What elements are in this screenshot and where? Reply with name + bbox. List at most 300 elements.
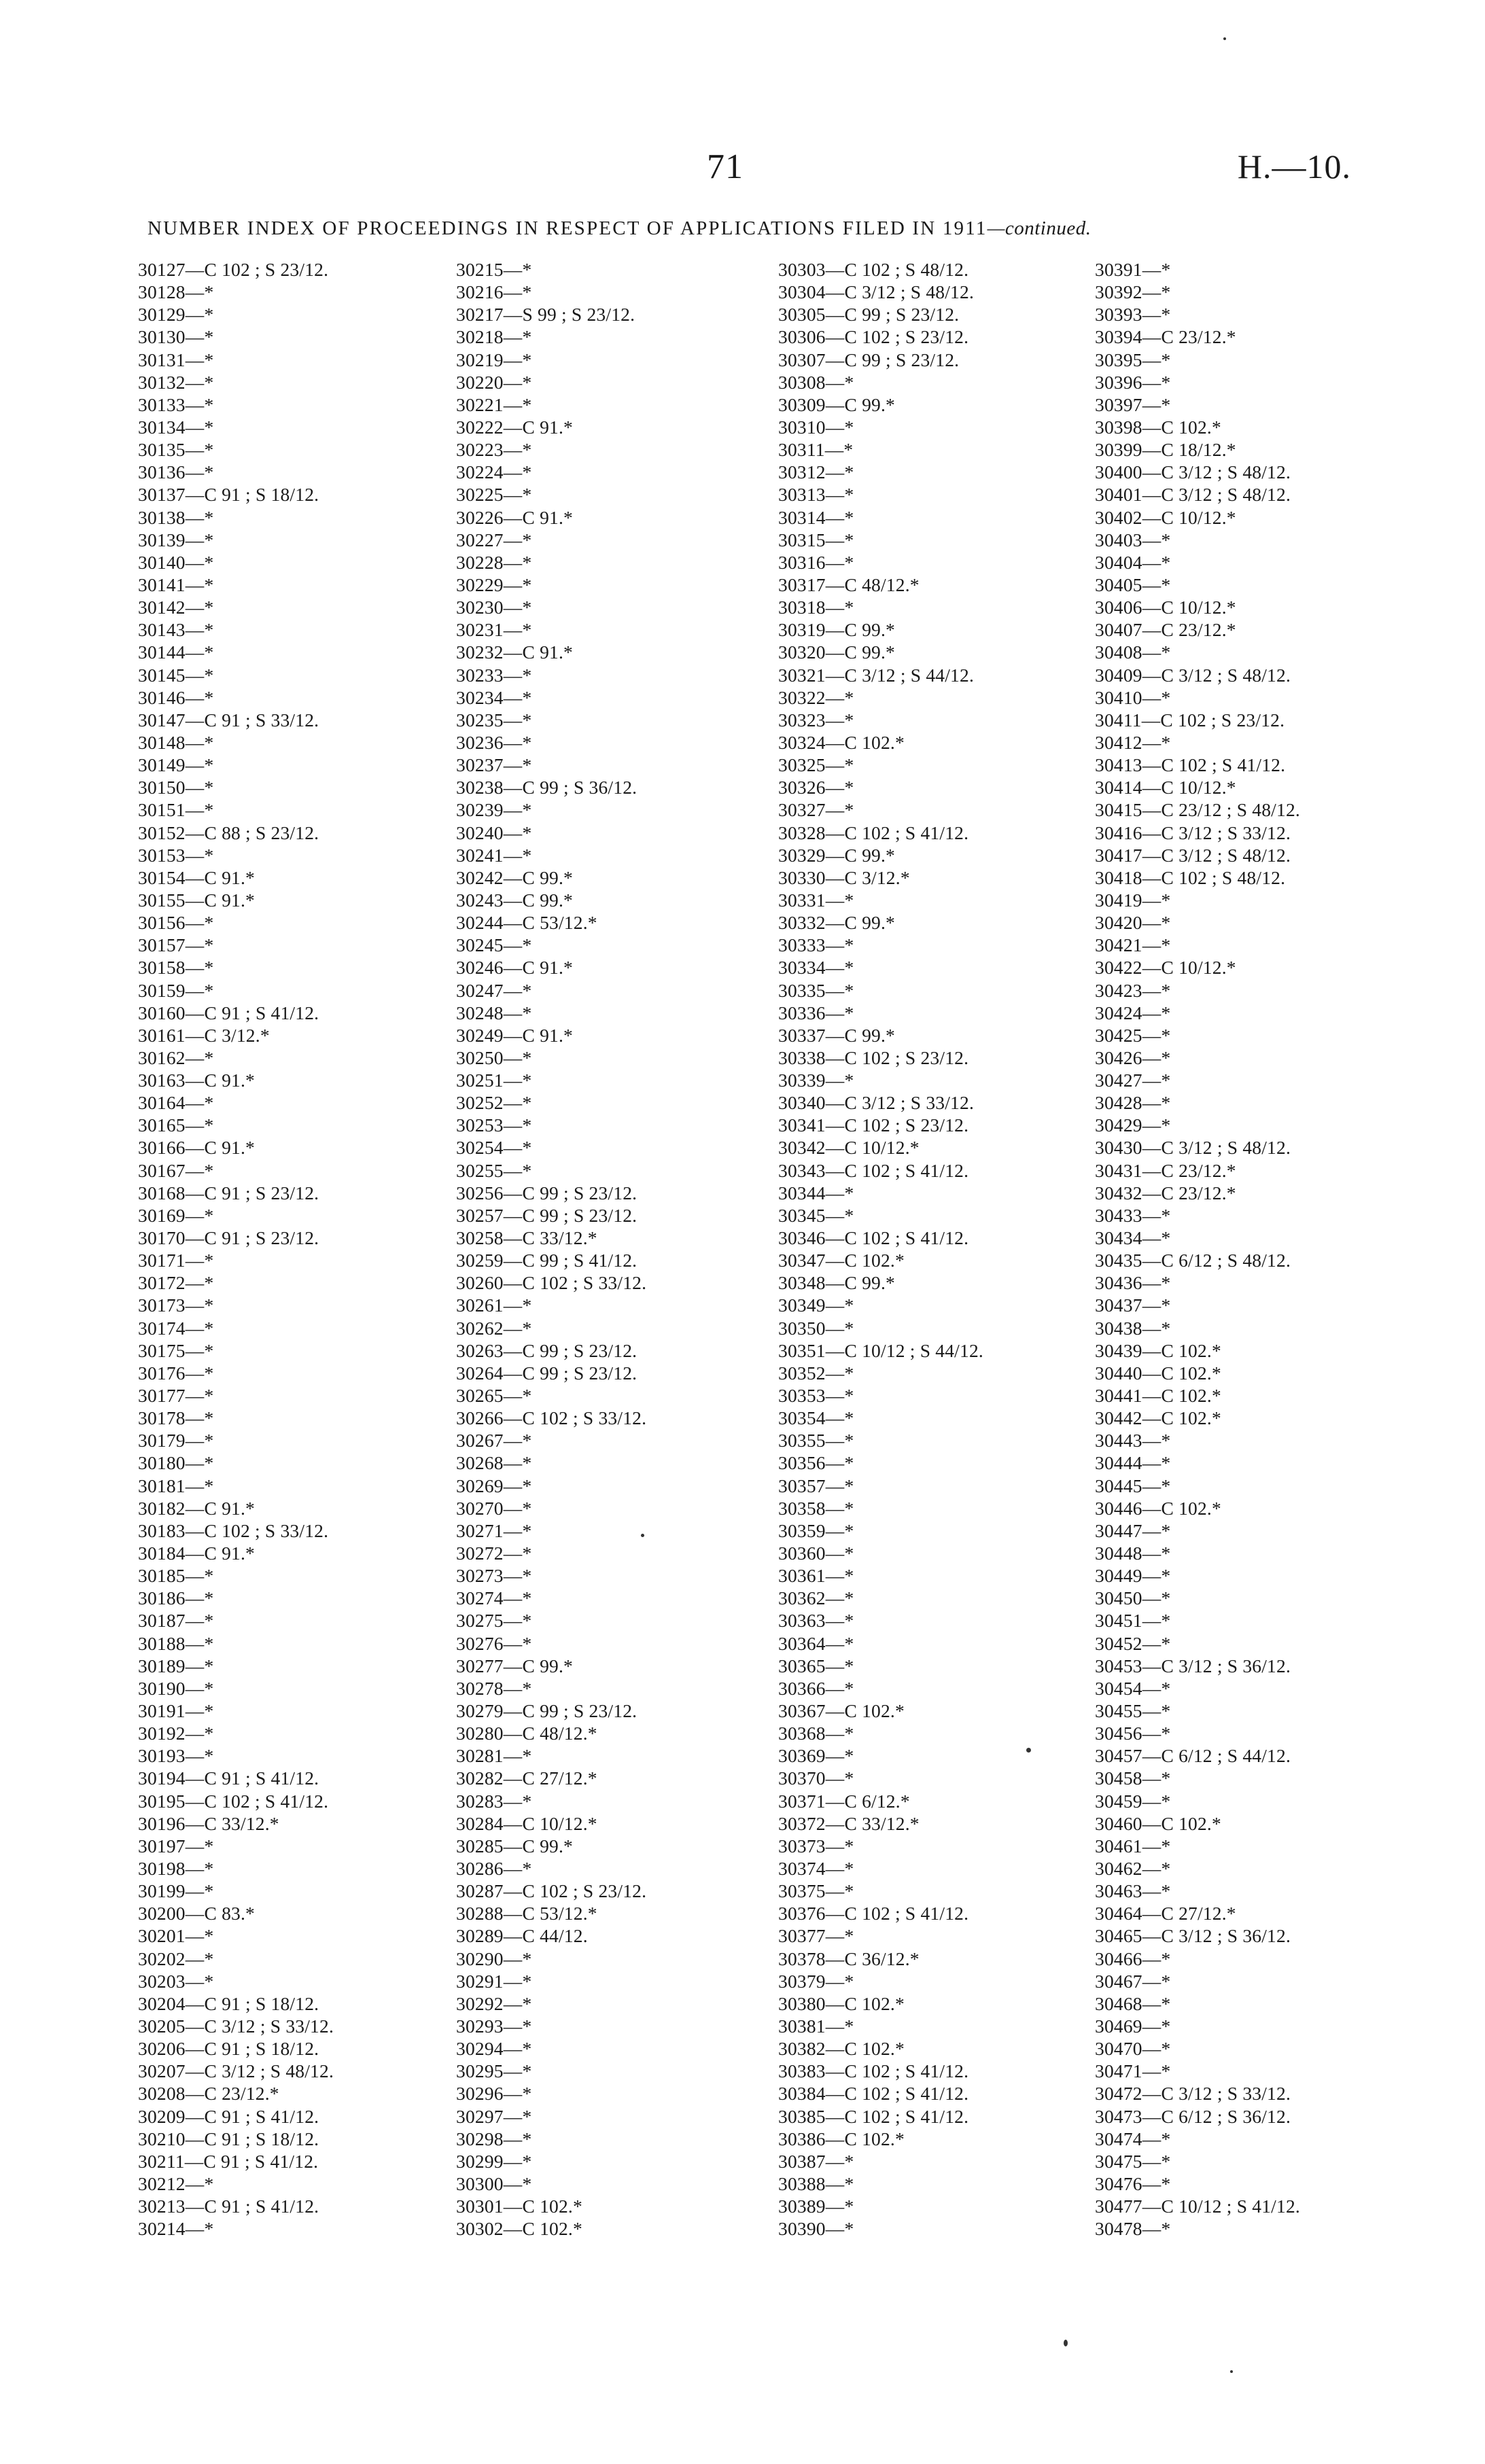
index-entry: 30239—*	[456, 799, 532, 821]
index-entry: 30376—C 102 ; S 41/12.	[778, 1903, 969, 1924]
index-entry: 30333—*	[778, 934, 854, 956]
index-entry: 30283—*	[456, 1790, 532, 1812]
index-entry: 30451—*	[1095, 1610, 1171, 1632]
index-entry: 30192—*	[138, 1723, 214, 1744]
index-entry: 30358—*	[778, 1497, 854, 1519]
index-entry: 30269—*	[456, 1475, 532, 1496]
index-entry: 30156—*	[138, 912, 214, 934]
index-entry: 30226—C 91.*	[456, 506, 573, 528]
index-entry: 30343—C 102 ; S 41/12.	[778, 1159, 969, 1181]
index-entry: 30194—C 91 ; S 41/12.	[138, 1767, 319, 1789]
index-entry: 30389—*	[778, 2196, 854, 2217]
index-entry: 30153—*	[138, 844, 214, 866]
index-entry: 30152—C 88 ; S 23/12.	[138, 822, 319, 843]
index-entry: 30175—*	[138, 1339, 214, 1361]
index-entry: 30404—*	[1095, 551, 1171, 573]
index-entry: 30129—*	[138, 304, 214, 325]
index-entry: 30420—*	[1095, 912, 1171, 934]
index-entry: 30340—C 3/12 ; S 33/12.	[778, 1092, 975, 1114]
index-entry: 30183—C 102 ; S 33/12.	[138, 1519, 329, 1541]
index-entry: 30402—C 10/12.*	[1095, 506, 1236, 528]
index-entry: 30423—*	[1095, 979, 1171, 1001]
index-entry: 30292—*	[456, 1992, 532, 2014]
index-entry: 30173—*	[138, 1295, 214, 1316]
index-entry: 30469—*	[1095, 2015, 1171, 2037]
index-entry: 30475—*	[1095, 2150, 1171, 2172]
index-entry: 30177—*	[138, 1385, 214, 1407]
index-entry: 30227—*	[456, 529, 532, 550]
index-entry: 30149—*	[138, 754, 214, 776]
index-entry: 30179—*	[138, 1430, 214, 1451]
index-entry: 30438—*	[1095, 1317, 1171, 1339]
index-entry: 30360—*	[778, 1543, 854, 1564]
index-entry: 30377—*	[778, 1925, 854, 1947]
index-entry: 30208—C 23/12.*	[138, 2083, 279, 2105]
index-entry: 30352—*	[778, 1362, 854, 1384]
index-entry: 30219—*	[456, 349, 532, 370]
index-entry: 30450—*	[1095, 1587, 1171, 1609]
index-entry: 30182—C 91.*	[138, 1497, 255, 1519]
index-entry: 30205—C 3/12 ; S 33/12.	[138, 2015, 334, 2037]
index-entry: 30163—C 91.*	[138, 1070, 255, 1091]
index-entry: 30339—*	[778, 1070, 854, 1091]
index-entry: 30184—C 91.*	[138, 1543, 255, 1564]
index-entry: 30470—*	[1095, 2038, 1171, 2060]
index-entry: 30319—C 99.*	[778, 619, 895, 641]
index-entry: 30368—*	[778, 1723, 854, 1744]
index-entry: 30315—*	[778, 529, 854, 550]
index-entry: 30326—*	[778, 777, 854, 798]
index-entry: 30199—*	[138, 1880, 214, 1902]
index-entry: 30256—C 99 ; S 23/12.	[456, 1182, 637, 1203]
index-entry: 30323—*	[778, 709, 854, 731]
index-entry: 30419—*	[1095, 889, 1171, 911]
index-entry: 30452—*	[1095, 1632, 1171, 1654]
index-entry: 30247—*	[456, 979, 532, 1001]
index-entry: 30427—*	[1095, 1070, 1171, 1091]
index-entry: 30301—C 102.*	[456, 2196, 582, 2217]
scan-speck	[1230, 2370, 1233, 2373]
index-entry: 30347—C 102.*	[778, 1250, 905, 1271]
index-column-4	[1095, 258, 1300, 2240]
index-entry: 30272—*	[456, 1543, 532, 1564]
index-entry: 30434—*	[1095, 1227, 1171, 1249]
index-entry: 30336—*	[778, 1002, 854, 1023]
index-entry: 30394—C 23/12.*	[1095, 326, 1236, 348]
index-entry: 30255—*	[456, 1159, 532, 1181]
index-entry: 30453—C 3/12 ; S 36/12.	[1095, 1655, 1291, 1676]
index-entry: 30157—*	[138, 934, 214, 956]
index-entry: 30313—*	[778, 484, 854, 506]
index-entry: 30374—*	[778, 1857, 854, 1879]
index-entry: 30322—*	[778, 686, 854, 708]
index-entry: 30366—*	[778, 1677, 854, 1699]
index-entry: 30406—C 10/12.*	[1095, 597, 1236, 618]
index-title: NUMBER INDEX OF PROCEEDINGS IN RESPECT OF APPLICATIONS FILED IN 1911	[147, 217, 988, 239]
index-entry: 30252—*	[456, 1092, 532, 1114]
index-entry: 30151—*	[138, 799, 214, 821]
index-entry: 30161—C 3/12.*	[138, 1024, 270, 1046]
index-entry: 30224—*	[456, 461, 532, 483]
index-entry: 30294—*	[456, 2038, 532, 2060]
index-entry: 30259—C 99 ; S 41/12.	[456, 1250, 637, 1271]
index-entry: 30180—*	[138, 1452, 214, 1474]
index-entry: 30478—*	[1095, 2218, 1171, 2240]
index-entry: 30442—C 102.*	[1095, 1407, 1221, 1429]
index-entry: 30354—*	[778, 1407, 854, 1429]
index-entry: 30348—C 99.*	[778, 1272, 895, 1294]
index-entry: 30286—*	[456, 1857, 532, 1879]
index-entry: 30146—*	[138, 686, 214, 708]
index-entry: 30462—*	[1095, 1857, 1171, 1879]
index-entry: 30304—C 3/12 ; S 48/12.	[778, 281, 975, 303]
index-entry: 30464—C 27/12.*	[1095, 1903, 1236, 1924]
index-entry: 30265—*	[456, 1385, 532, 1407]
index-entry: 30422—C 10/12.*	[1095, 957, 1236, 979]
index-entry: 30236—*	[456, 731, 532, 753]
index-entry: 30285—C 99.*	[456, 1835, 573, 1856]
index-entry: 30223—*	[456, 439, 532, 461]
continued-label: —continued.	[987, 217, 1091, 239]
index-entry: 30218—*	[456, 326, 532, 348]
index-entry: 30407—C 23/12.*	[1095, 619, 1236, 641]
index-entry: 30425—*	[1095, 1024, 1171, 1046]
index-entry: 30411—C 102 ; S 23/12.	[1095, 709, 1285, 731]
index-entry: 30309—C 99.*	[778, 393, 895, 415]
index-entry: 30201—*	[138, 1925, 214, 1947]
index-entry: 30342—C 10/12.*	[778, 1137, 920, 1159]
index-entry: 30361—*	[778, 1565, 854, 1587]
index-entry: 30130—*	[138, 326, 214, 348]
index-entry: 30371—C 6/12.*	[778, 1790, 910, 1812]
index-entry: 30409—C 3/12 ; S 48/12.	[1095, 664, 1291, 686]
index-entry: 30414—C 10/12.*	[1095, 777, 1236, 798]
index-entry: 30370—*	[778, 1767, 854, 1789]
index-entry: 30335—*	[778, 979, 854, 1001]
index-entry: 30241—*	[456, 844, 532, 866]
index-entry: 30190—*	[138, 1677, 214, 1699]
index-entry: 30461—*	[1095, 1835, 1171, 1856]
index-entry: 30381—*	[778, 2015, 854, 2037]
index-entry: 30437—*	[1095, 1295, 1171, 1316]
index-entry: 30382—C 102.*	[778, 2038, 905, 2060]
index-entry: 30413—C 102 ; S 41/12.	[1095, 754, 1286, 776]
index-entry: 30455—*	[1095, 1700, 1171, 1721]
scan-speck	[1026, 1748, 1031, 1753]
index-entry: 30378—C 36/12.*	[778, 1948, 920, 1969]
document-code: H.—10.	[1237, 147, 1351, 186]
index-entry: 30421—*	[1095, 934, 1171, 956]
index-entry: 30305—C 99 ; S 23/12.	[778, 304, 960, 325]
index-entry: 30448—*	[1095, 1543, 1171, 1564]
index-entry: 30321—C 3/12 ; S 44/12.	[778, 664, 975, 686]
index-entry: 30240—*	[456, 822, 532, 843]
index-entry: 30410—*	[1095, 686, 1171, 708]
index-entry: 30143—*	[138, 619, 214, 641]
index-entry: 30399—C 18/12.*	[1095, 439, 1236, 461]
index-entry: 30176—*	[138, 1362, 214, 1384]
index-entry: 30263—C 99 ; S 23/12.	[456, 1339, 637, 1361]
index-entry: 30191—*	[138, 1700, 214, 1721]
index-entry: 30385—C 102 ; S 41/12.	[778, 2105, 969, 2127]
index-entry: 30468—*	[1095, 1992, 1171, 2014]
index-entry: 30196—C 33/12.*	[138, 1812, 279, 1834]
index-entry: 30282—C 27/12.*	[456, 1767, 597, 1789]
index-entry: 30238—C 99 ; S 36/12.	[456, 777, 637, 798]
index-entry: 30349—*	[778, 1295, 854, 1316]
index-entry: 30220—*	[456, 371, 532, 393]
index-entry: 30210—C 91 ; S 18/12.	[138, 2128, 319, 2149]
index-entry: 30318—*	[778, 597, 854, 618]
index-entry: 30193—*	[138, 1745, 214, 1767]
index-entry: 30441—C 102.*	[1095, 1385, 1221, 1407]
index-entry: 30258—C 33/12.*	[456, 1227, 597, 1249]
index-entry: 30135—*	[138, 439, 214, 461]
index-entry: 30211—C 91 ; S 41/12.	[138, 2150, 319, 2172]
index-entry: 30287—C 102 ; S 23/12.	[456, 1880, 647, 1902]
index-entry: 30364—*	[778, 1632, 854, 1654]
index-entry: 30198—*	[138, 1857, 214, 1879]
index-entry: 30329—C 99.*	[778, 844, 895, 866]
index-entry: 30138—*	[138, 506, 214, 528]
index-entry: 30424—*	[1095, 1002, 1171, 1023]
index-entry: 30291—*	[456, 1970, 532, 1992]
index-entry: 30346—C 102 ; S 41/12.	[778, 1227, 969, 1249]
index-entry: 30443—*	[1095, 1430, 1171, 1451]
index-entry: 30168—C 91 ; S 23/12.	[138, 1182, 319, 1203]
index-entry: 30303—C 102 ; S 48/12.	[778, 259, 969, 280]
index-entry: 30137—C 91 ; S 18/12.	[138, 484, 319, 506]
index-entry: 30284—C 10/12.*	[456, 1812, 597, 1834]
index-entry: 30367—C 102.*	[778, 1700, 905, 1721]
index-entry: 30261—*	[456, 1295, 532, 1316]
index-entry: 30221—*	[456, 393, 532, 415]
index-entry: 30140—*	[138, 551, 214, 573]
index-entry: 30275—*	[456, 1610, 532, 1632]
index-entry: 30147—C 91 ; S 33/12.	[138, 709, 319, 731]
index-entry: 30403—*	[1095, 529, 1171, 550]
index-entry: 30216—*	[456, 281, 532, 303]
index-entry: 30172—*	[138, 1272, 214, 1294]
index-entry: 30467—*	[1095, 1970, 1171, 1992]
index-entry: 30396—*	[1095, 371, 1171, 393]
index-entry: 30444—*	[1095, 1452, 1171, 1474]
index-entry: 30446—C 102.*	[1095, 1497, 1221, 1519]
index-entry: 30189—*	[138, 1655, 214, 1676]
index-entry: 30344—*	[778, 1182, 854, 1203]
index-entry: 30155—C 91.*	[138, 889, 255, 911]
index-entry: 30432—C 23/12.*	[1095, 1182, 1236, 1203]
index-entry: 30237—*	[456, 754, 532, 776]
index-entry: 30141—*	[138, 574, 214, 595]
index-entry: 30426—*	[1095, 1046, 1171, 1068]
index-entry: 30264—C 99 ; S 23/12.	[456, 1362, 637, 1384]
index-entry: 30299—*	[456, 2150, 532, 2172]
index-entry: 30267—*	[456, 1430, 532, 1451]
index-heading	[147, 217, 1350, 240]
index-entry: 30209—C 91 ; S 41/12.	[138, 2105, 319, 2127]
index-entry: 30181—*	[138, 1475, 214, 1496]
index-entry: 30203—*	[138, 1970, 214, 1992]
index-column-3	[778, 258, 983, 2240]
index-entry: 30233—*	[456, 664, 532, 686]
index-entry: 30440—C 102.*	[1095, 1362, 1221, 1384]
index-entry: 30280—C 48/12.*	[456, 1723, 597, 1744]
index-entry: 30317—C 48/12.*	[778, 574, 920, 595]
index-entry: 30225—*	[456, 484, 532, 506]
index-entry: 30429—*	[1095, 1114, 1171, 1136]
index-column-2	[456, 258, 646, 2240]
index-entry: 30200—C 83.*	[138, 1903, 255, 1924]
index-entry: 30431—C 23/12.*	[1095, 1159, 1236, 1181]
index-entry: 30273—*	[456, 1565, 532, 1587]
index-entry: 30433—*	[1095, 1204, 1171, 1226]
index-entry: 30167—*	[138, 1159, 214, 1181]
index-entry: 30228—*	[456, 551, 532, 573]
scan-speck	[1223, 37, 1226, 40]
index-entry: 30418—C 102 ; S 48/12.	[1095, 866, 1286, 888]
index-entry: 30341—C 102 ; S 23/12.	[778, 1114, 969, 1136]
index-entry: 30234—*	[456, 686, 532, 708]
index-entry: 30268—*	[456, 1452, 532, 1474]
index-entry: 30473—C 6/12 ; S 36/12.	[1095, 2105, 1291, 2127]
index-entry: 30296—*	[456, 2083, 532, 2105]
index-entry: 30195—C 102 ; S 41/12.	[138, 1790, 329, 1812]
index-entry: 30306—C 102 ; S 23/12.	[778, 326, 969, 348]
index-entry: 30289—C 44/12.	[456, 1925, 588, 1947]
index-entry: 30229—*	[456, 574, 532, 595]
index-entry: 30474—*	[1095, 2128, 1171, 2149]
index-entry: 30276—*	[456, 1632, 532, 1654]
index-entry: 30445—*	[1095, 1475, 1171, 1496]
index-entry: 30169—*	[138, 1204, 214, 1226]
index-entry: 30395—*	[1095, 349, 1171, 370]
index-entry: 30231—*	[456, 619, 532, 641]
index-entry: 30288—C 53/12.*	[456, 1903, 597, 1924]
index-entry: 30363—*	[778, 1610, 854, 1632]
index-entry: 30186—*	[138, 1587, 214, 1609]
index-entry: 30132—*	[138, 371, 214, 393]
index-entry: 30449—*	[1095, 1565, 1171, 1587]
index-entry: 30131—*	[138, 349, 214, 370]
index-entry: 30164—*	[138, 1092, 214, 1114]
index-entry: 30338—C 102 ; S 23/12.	[778, 1046, 969, 1068]
index-entry: 30249—C 91.*	[456, 1024, 573, 1046]
index-entry: 30243—C 99.*	[456, 889, 573, 911]
index-entry: 30330—C 3/12.*	[778, 866, 910, 888]
index-entry: 30166—C 91.*	[138, 1137, 255, 1159]
index-entry: 30324—C 102.*	[778, 731, 905, 753]
index-entry: 30359—*	[778, 1519, 854, 1541]
index-entry: 30214—*	[138, 2218, 214, 2240]
index-entry: 30465—C 3/12 ; S 36/12.	[1095, 1925, 1291, 1947]
index-entry: 30278—*	[456, 1677, 532, 1699]
index-entry: 30416—C 3/12 ; S 33/12.	[1095, 822, 1291, 843]
index-entry: 30327—*	[778, 799, 854, 821]
index-entry: 30456—*	[1095, 1723, 1171, 1744]
index-entry: 30312—*	[778, 461, 854, 483]
index-entry: 30386—C 102.*	[778, 2128, 905, 2149]
index-entry: 30297—*	[456, 2105, 532, 2127]
index-entry: 30320—C 99.*	[778, 641, 895, 663]
index-entry: 30325—*	[778, 754, 854, 776]
index-entry: 30387—*	[778, 2150, 854, 2172]
index-entry: 30230—*	[456, 597, 532, 618]
index-entry: 30463—*	[1095, 1880, 1171, 1902]
index-entry: 30242—C 99.*	[456, 866, 573, 888]
index-entry: 30188—*	[138, 1632, 214, 1654]
index-entry: 30134—*	[138, 416, 214, 438]
index-entry: 30139—*	[138, 529, 214, 550]
index-entry: 30435—C 6/12 ; S 48/12.	[1095, 1250, 1291, 1271]
index-entry: 30245—*	[456, 934, 532, 956]
index-entry: 30398—C 102.*	[1095, 416, 1221, 438]
index-entry: 30393—*	[1095, 304, 1171, 325]
index-entry: 30388—*	[778, 2172, 854, 2194]
index-entry: 30332—C 99.*	[778, 912, 895, 934]
index-entry: 30373—*	[778, 1835, 854, 1856]
index-entry: 30187—*	[138, 1610, 214, 1632]
index-entry: 30170—C 91 ; S 23/12.	[138, 1227, 319, 1249]
index-column-1	[138, 258, 334, 2240]
index-entry: 30206—C 91 ; S 18/12.	[138, 2038, 319, 2060]
index-entry: 30430—C 3/12 ; S 48/12.	[1095, 1137, 1291, 1159]
index-entry: 30353—*	[778, 1385, 854, 1407]
index-entry: 30405—*	[1095, 574, 1171, 595]
index-entry: 30142—*	[138, 597, 214, 618]
index-entry: 30401—C 3/12 ; S 48/12.	[1095, 484, 1291, 506]
index-entry: 30310—*	[778, 416, 854, 438]
index-entry: 30314—*	[778, 506, 854, 528]
index-entry: 30295—*	[456, 2060, 532, 2082]
index-entry: 30417—C 3/12 ; S 48/12.	[1095, 844, 1291, 866]
index-entry: 30372—C 33/12.*	[778, 1812, 920, 1834]
index-entry: 30266—C 102 ; S 33/12.	[456, 1407, 647, 1429]
index-entry: 30260—C 102 ; S 33/12.	[456, 1272, 647, 1294]
index-entry: 30428—*	[1095, 1092, 1171, 1114]
index-entry: 30293—*	[456, 2015, 532, 2037]
index-entry: 30222—C 91.*	[456, 416, 573, 438]
index-entry: 30337—C 99.*	[778, 1024, 895, 1046]
index-entry: 30365—*	[778, 1655, 854, 1676]
index-entry: 30274—*	[456, 1587, 532, 1609]
index-entry: 30207—C 3/12 ; S 48/12.	[138, 2060, 334, 2082]
index-entry: 30171—*	[138, 1250, 214, 1271]
index-entry: 30215—*	[456, 259, 532, 280]
index-entry: 30457—C 6/12 ; S 44/12.	[1095, 1745, 1291, 1767]
index-entry: 30159—*	[138, 979, 214, 1001]
page-number: 71	[707, 147, 744, 186]
index-entry: 30397—*	[1095, 393, 1171, 415]
index-entry: 30412—*	[1095, 731, 1171, 753]
index-entry: 30127—C 102 ; S 23/12.	[138, 259, 329, 280]
scan-speck	[641, 1534, 644, 1537]
index-entry: 30279—C 99 ; S 23/12.	[456, 1700, 637, 1721]
index-entry: 30235—*	[456, 709, 532, 731]
index-entry: 30350—*	[778, 1317, 854, 1339]
index-entry: 30197—*	[138, 1835, 214, 1856]
index-entry: 30302—C 102.*	[456, 2218, 582, 2240]
index-entry: 30355—*	[778, 1430, 854, 1451]
index-entry: 30246—C 91.*	[456, 957, 573, 979]
index-entry: 30150—*	[138, 777, 214, 798]
index-entry: 30162—*	[138, 1046, 214, 1068]
index-entry: 30251—*	[456, 1070, 532, 1091]
index-entry: 30281—*	[456, 1745, 532, 1767]
index-entry: 30277—C 99.*	[456, 1655, 573, 1676]
index-entry: 30476—*	[1095, 2172, 1171, 2194]
index-entry: 30384—C 102 ; S 41/12.	[778, 2083, 969, 2105]
